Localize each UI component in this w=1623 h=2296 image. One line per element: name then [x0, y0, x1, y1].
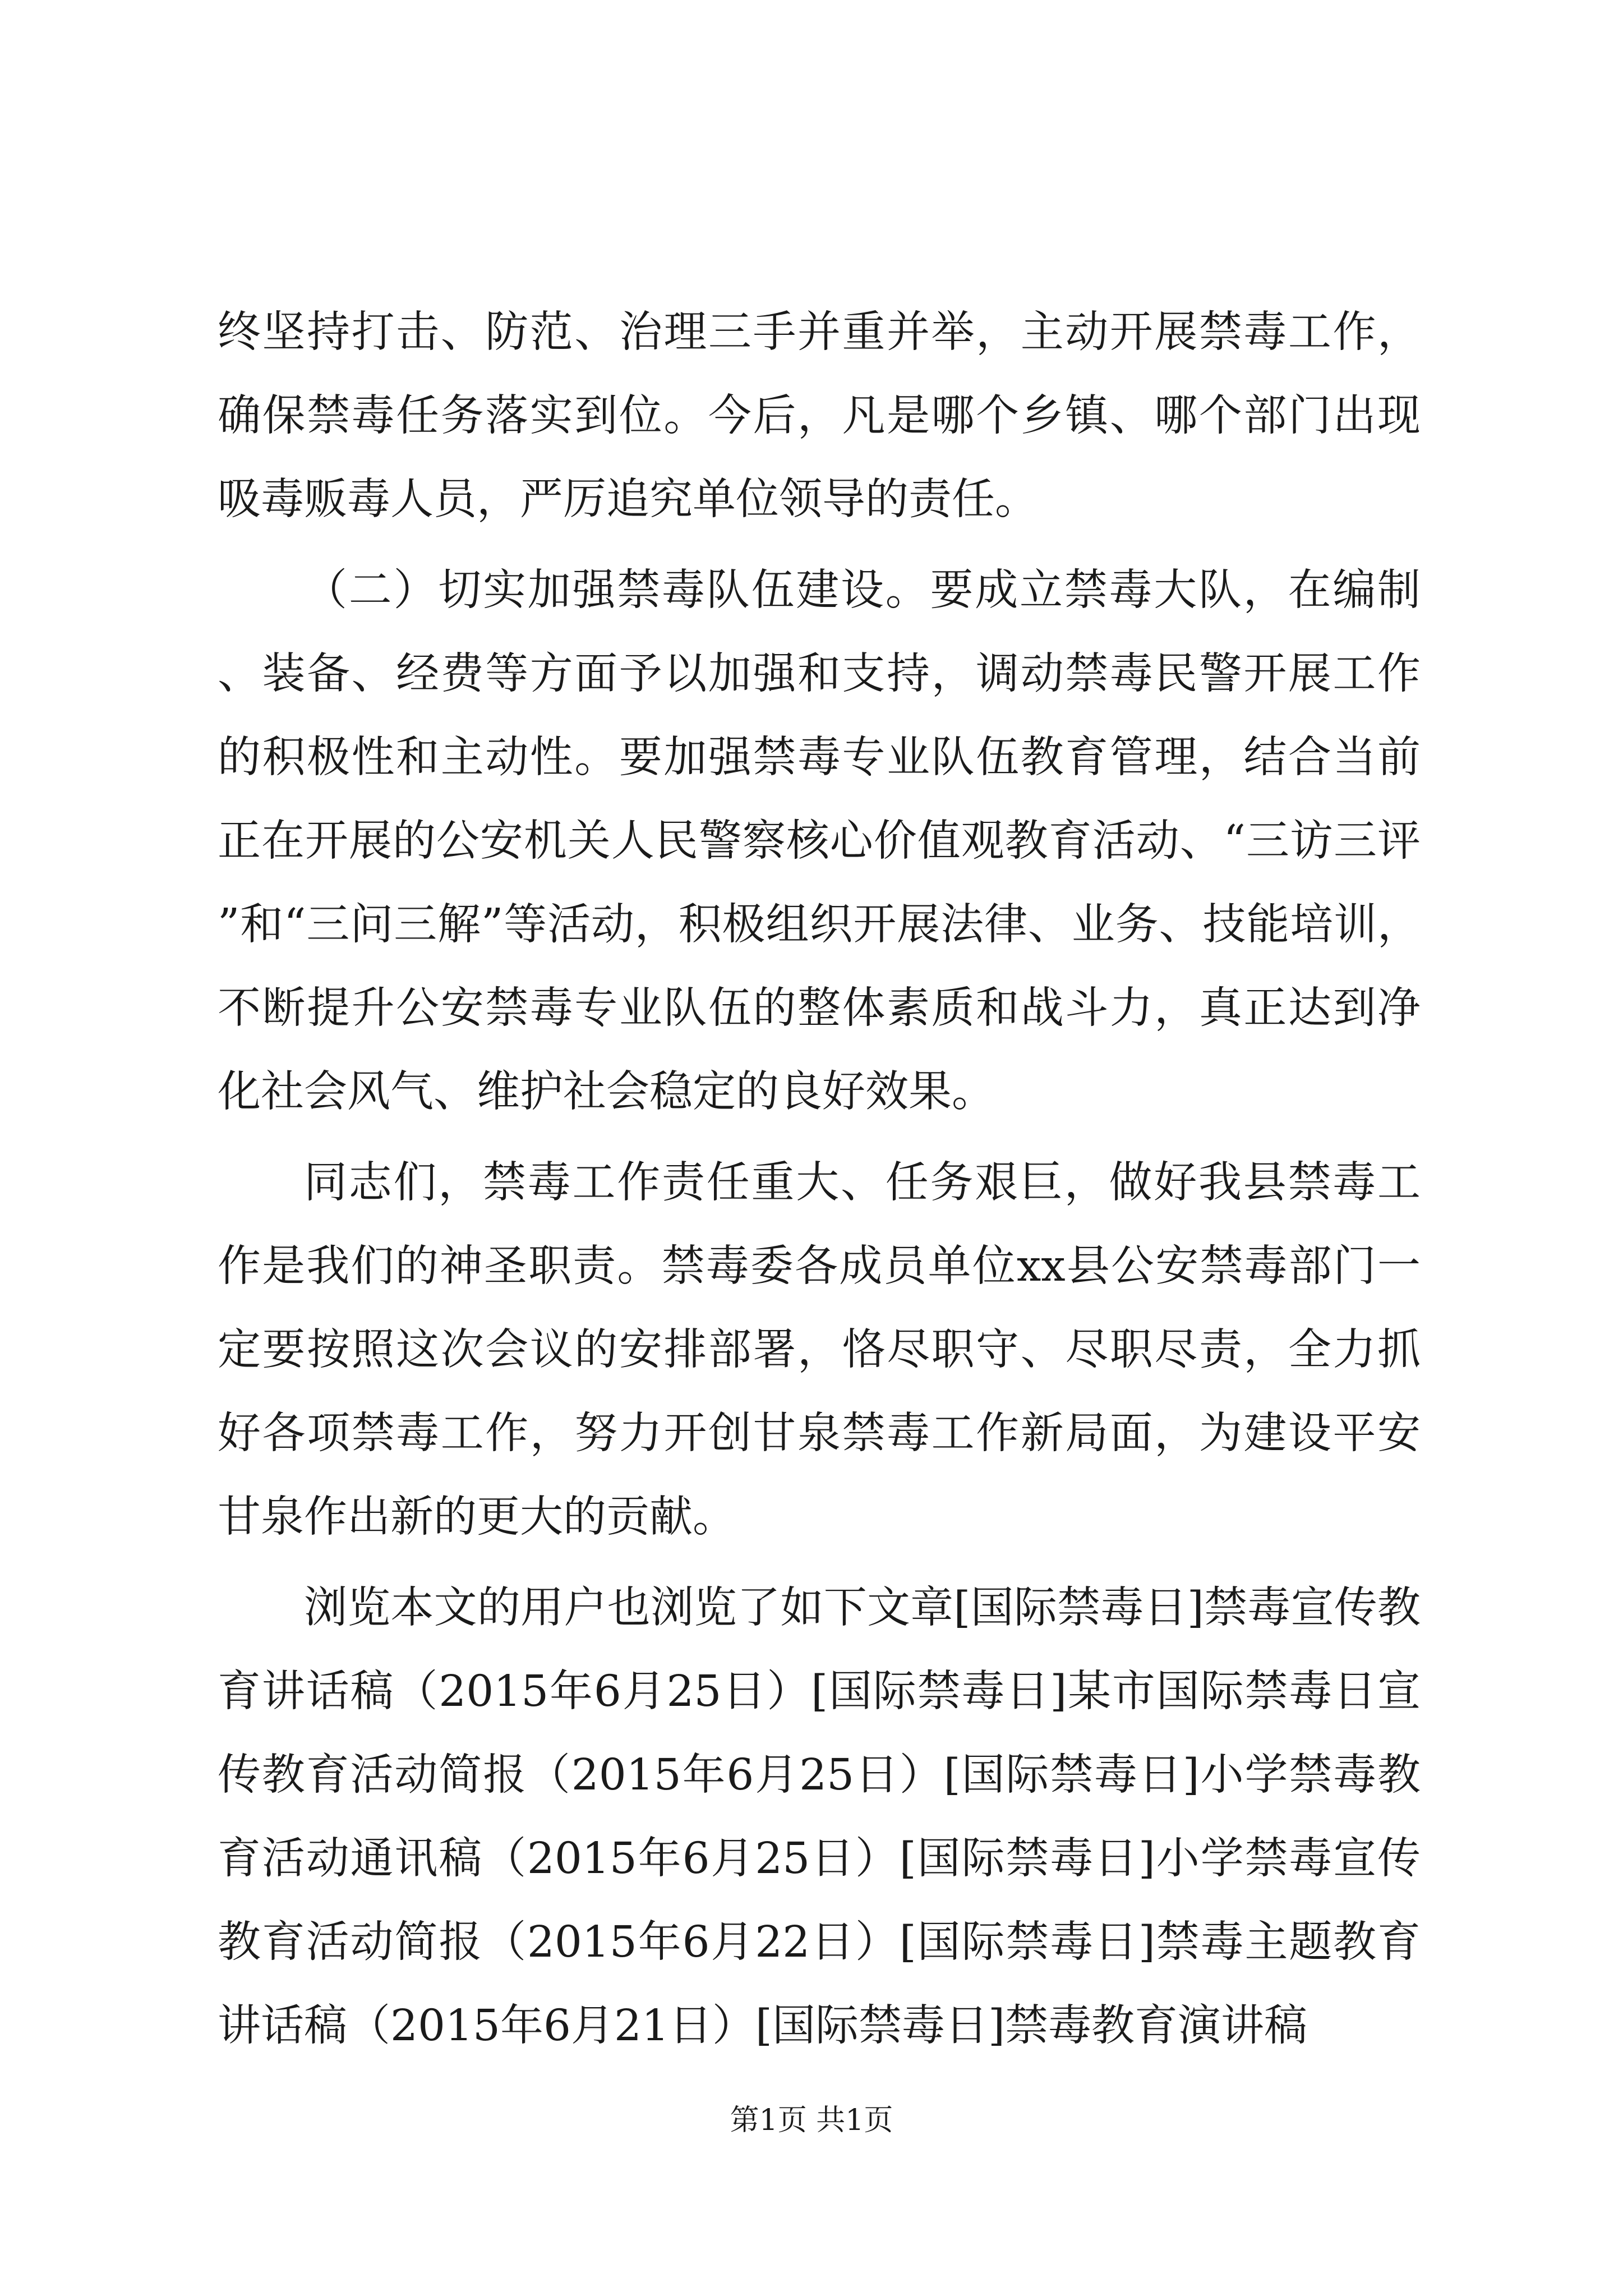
paragraph-1: 终坚持打击、防范、治理三手并重并举，主动开展禁毒工作，确保禁毒任务落实到位。今后，凡是哪个乡镇、哪个部门出现吸毒贩毒人员，严厉追究单位领导的责任。 — [218, 307, 1421, 524]
page-number-footer: 第1页 共1页 — [730, 2104, 893, 2137]
document-body — [218, 291, 1421, 2075]
paragraph-3: 同志们，禁毒工作责任重大、任务艰巨，做好我县禁毒工作是我们的神圣职责。禁毒委各成员单位xx县公安禁毒部门一定要按照这次会议的安排部署，恪尽职守、尽职尽责，全力抓好各项禁毒工作，努力开创甘泉禁毒工作新局面，为建设平安甘泉作出新的更大的贡献。 — [218, 1158, 1421, 1542]
paragraph-4: 浏览本文的用户也浏览了如下文章[国际禁毒日]禁毒宣传教育讲话稿（2015年6月25日）[国际禁毒日]某市国际禁毒日宣传教育活动简报（2015年6月25日）[国际禁毒日]小学禁毒教育活动通讯稿（2015年6月25日）[国际禁毒日]小学禁毒宣传教育活动简报（2015年6月22日）[国际禁毒日]禁毒主题教育讲话稿（2015年6月21日）[国际禁毒日]禁毒教育演讲稿 — [218, 1583, 1421, 2051]
paragraph-2: （二）切实加强禁毒队伍建设。要成立禁毒大队，在编制、装备、经费等方面予以加强和支持，调动禁毒民警开展工作的积极性和主动性。要加强禁毒专业队伍教育管理，结合当前正在开展的公安机关人民警察核心价值观教育活动、“三访三评”和“三问三解”等活动，积极组织开展法律、业务、技能培训，不断提升公安禁毒专业队伍的整体素质和战斗力，真正达到净化社会风气、维护社会稳定的良好效果。 — [218, 565, 1421, 1117]
